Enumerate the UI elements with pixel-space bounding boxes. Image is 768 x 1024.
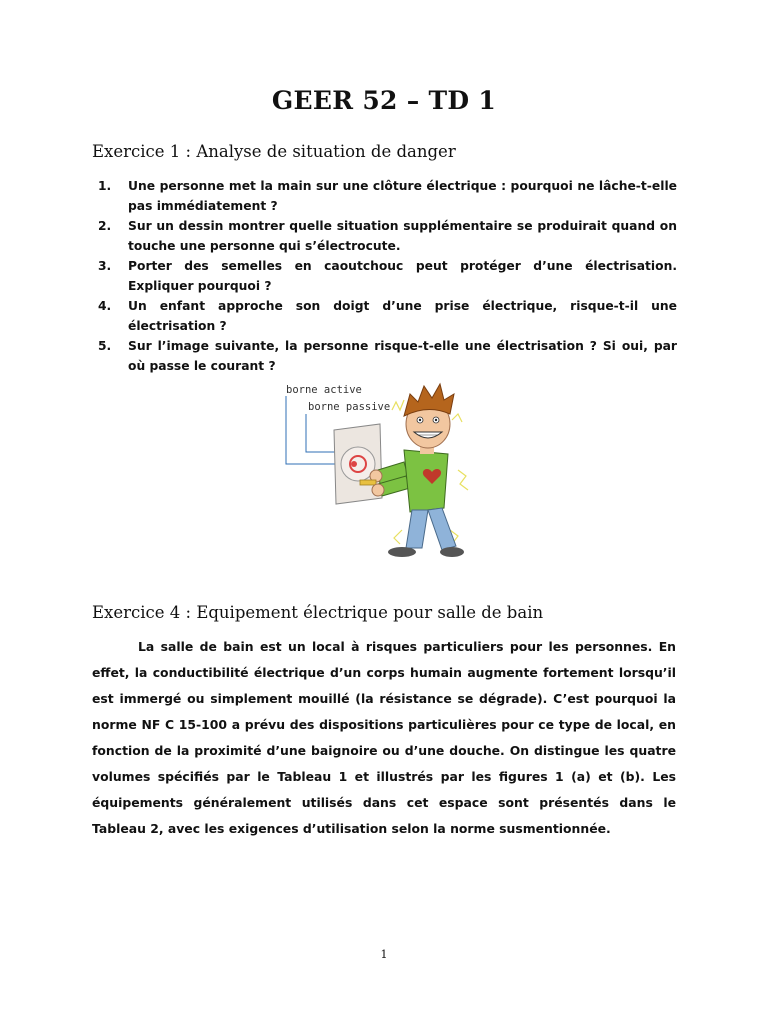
question-number: 2. bbox=[98, 219, 112, 233]
question-item bbox=[92, 176, 677, 216]
question-item bbox=[92, 256, 677, 296]
exercise-1-questions bbox=[92, 176, 677, 376]
exercise-4-heading: Exercice 4 : Equipement électrique pour salle de bain bbox=[92, 603, 544, 622]
question-item bbox=[92, 296, 677, 336]
question-number: 4. bbox=[98, 299, 112, 313]
question-item bbox=[92, 216, 677, 256]
question-text: Une personne met la main sur une clôture électrique : pourquoi ne lâche-t-elle pas immédiatement ? bbox=[128, 179, 677, 213]
question-number: 5. bbox=[98, 339, 112, 353]
exercise-1-heading: Exercice 1 : Analyse de situation de danger bbox=[92, 142, 456, 161]
label-active-terminal: borne active bbox=[286, 384, 362, 396]
question-text: Porter des semelles en caoutchouc peut protéger d’une électrisation. Expliquer pourquoi ? bbox=[128, 259, 677, 293]
label-passive-terminal: borne passive bbox=[308, 401, 391, 413]
question-text: Sur un dessin montrer quelle situation supplémentaire se produirait quand on touche une personne qui s’électrocute. bbox=[128, 219, 677, 253]
page-number: 1 bbox=[380, 948, 388, 961]
question-text: Sur l’image suivante, la personne risque-t-elle une électrisation ? Si oui, par où passe le courant ? bbox=[128, 339, 677, 373]
electrocution-illustration bbox=[282, 380, 482, 570]
question-number: 3. bbox=[98, 259, 112, 273]
question-item bbox=[92, 336, 677, 376]
question-text: Un enfant approche son doigt d’une prise électrique, risque-t-il une électrisation ? bbox=[128, 299, 677, 333]
page-title: GEER 52 – TD 1 bbox=[271, 86, 497, 115]
question-number: 1. bbox=[98, 179, 112, 193]
exercise-4-paragraph: La salle de bain est un local à risques particuliers pour les personnes. En effet, la conductibilité électrique d’un corps humain augmente fortement lorsqu’il est immergé ou simplement mouillé (la résistance se dégrade). C’est pourquoi la norme NF C 15-100 a prévu des dispositions particulières pour ce type de local, en fonction de la proximité d’une baignoire ou d’une douche. On distingue les quatre volumes spécifiés par le Tableau 1 et illustrés par les figures 1 (a) et (b). Les équipements généralement utilisés dans cet espace sont présentés dans le Tableau 2, avec les exigences d’utilisation selon la norme susmentionnée. bbox=[92, 639, 676, 836]
